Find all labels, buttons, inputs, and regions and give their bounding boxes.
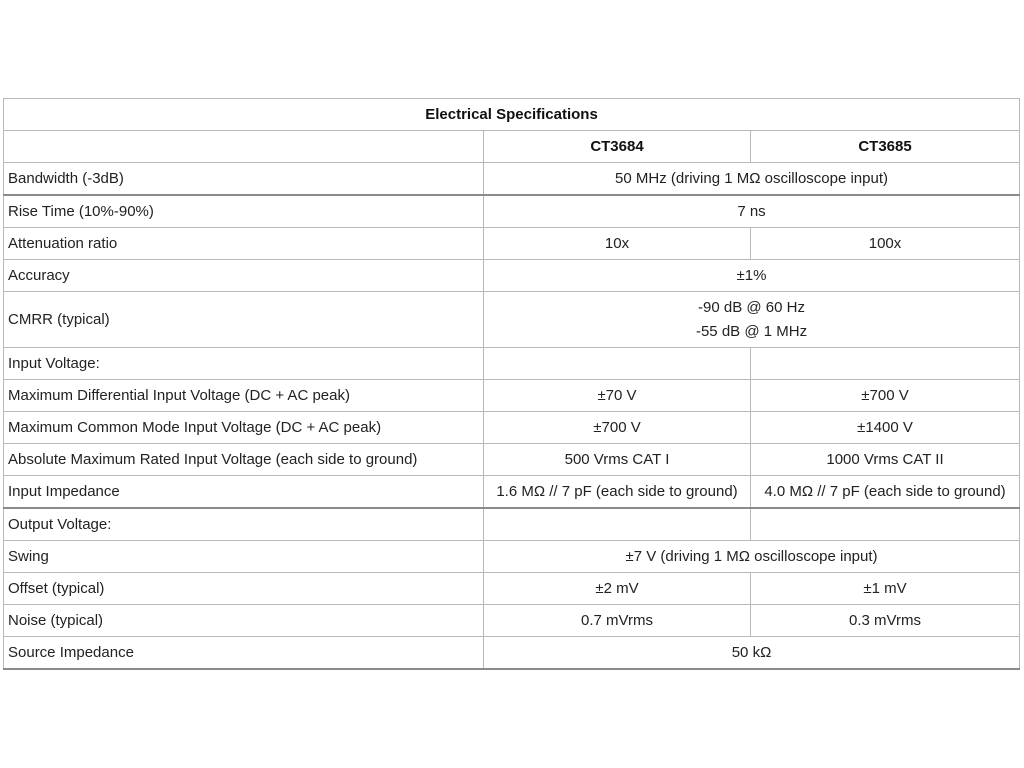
- row-label: Source Impedance: [4, 637, 484, 670]
- table-row-input-impedance: [4, 476, 1020, 509]
- row-label: Maximum Common Mode Input Voltage (DC + AC peak): [4, 412, 484, 444]
- header-empty-cell: [4, 131, 484, 163]
- row-value: 50 kΩ: [484, 637, 1020, 670]
- value-ct3685: 0.3 mVrms: [751, 605, 1020, 637]
- row-label: Rise Time (10%-90%): [4, 195, 484, 228]
- empty-cell: [751, 508, 1020, 541]
- row-label: Noise (typical): [4, 605, 484, 637]
- value-ct3684: 10x: [484, 228, 751, 260]
- table-row-noise: [4, 605, 1020, 637]
- table-row-input-voltage: [4, 348, 1020, 380]
- table-row-absolute-maximum: [4, 444, 1020, 476]
- table-title: Electrical Specifications: [4, 99, 1020, 131]
- cmrr-line-1: -90 dB @ 60 Hz: [698, 298, 805, 316]
- table-row-output-voltage: [4, 508, 1020, 541]
- row-value: ±1%: [484, 260, 1020, 292]
- table-row-max-common-mode: [4, 412, 1020, 444]
- table-row-bandwidth: [4, 163, 1020, 196]
- table-title-row: [4, 99, 1020, 131]
- cmrr-line-2: -55 dB @ 1 MHz: [695, 322, 808, 340]
- row-value: 7 ns: [484, 195, 1020, 228]
- row-value: ±7 V (driving 1 MΩ oscilloscope input): [484, 541, 1020, 573]
- electrical-specifications-table: [3, 98, 1020, 670]
- empty-cell: [751, 348, 1020, 380]
- column-header-ct3684: CT3684: [484, 131, 751, 163]
- table-row-max-differential: [4, 380, 1020, 412]
- table-row-offset: [4, 573, 1020, 605]
- value-ct3685: ±1 mV: [751, 573, 1020, 605]
- row-value: [484, 292, 1020, 348]
- empty-cell: [484, 348, 751, 380]
- value-ct3685: 1000 Vrms CAT II: [751, 444, 1020, 476]
- row-label: Input Impedance: [4, 476, 484, 509]
- row-label: Swing: [4, 541, 484, 573]
- row-value: 50 MHz (driving 1 MΩ oscilloscope input): [484, 163, 1020, 196]
- value-ct3684: ±70 V: [484, 380, 751, 412]
- table-row-rise-time: [4, 195, 1020, 228]
- row-label: CMRR (typical): [4, 292, 484, 348]
- column-header-ct3685: CT3685: [751, 131, 1020, 163]
- table-row-swing: [4, 541, 1020, 573]
- row-label: Bandwidth (-3dB): [4, 163, 484, 196]
- value-ct3684: ±700 V: [484, 412, 751, 444]
- value-ct3684: 0.7 mVrms: [484, 605, 751, 637]
- table-row-source-impedance: [4, 637, 1020, 670]
- empty-cell: [484, 508, 751, 541]
- section-label: Output Voltage:: [4, 508, 484, 541]
- value-ct3685: ±700 V: [751, 380, 1020, 412]
- value-ct3685: 4.0 MΩ // 7 pF (each side to ground): [751, 476, 1020, 509]
- value-ct3684: ±2 mV: [484, 573, 751, 605]
- section-label: Input Voltage:: [4, 348, 484, 380]
- row-label: Maximum Differential Input Voltage (DC + AC peak): [4, 380, 484, 412]
- table-row-accuracy: [4, 260, 1020, 292]
- value-ct3684: 1.6 MΩ // 7 pF (each side to ground): [484, 476, 751, 509]
- value-ct3684: 500 Vrms CAT I: [484, 444, 751, 476]
- table-row-cmrr: [4, 292, 1020, 348]
- column-header-row: [4, 131, 1020, 163]
- value-ct3685: 100x: [751, 228, 1020, 260]
- value-ct3685: ±1400 V: [751, 412, 1020, 444]
- row-label: Attenuation ratio: [4, 228, 484, 260]
- table-row-attenuation: [4, 228, 1020, 260]
- row-label: Offset (typical): [4, 573, 484, 605]
- row-label: Accuracy: [4, 260, 484, 292]
- row-label: Absolute Maximum Rated Input Voltage (each side to ground): [4, 444, 484, 476]
